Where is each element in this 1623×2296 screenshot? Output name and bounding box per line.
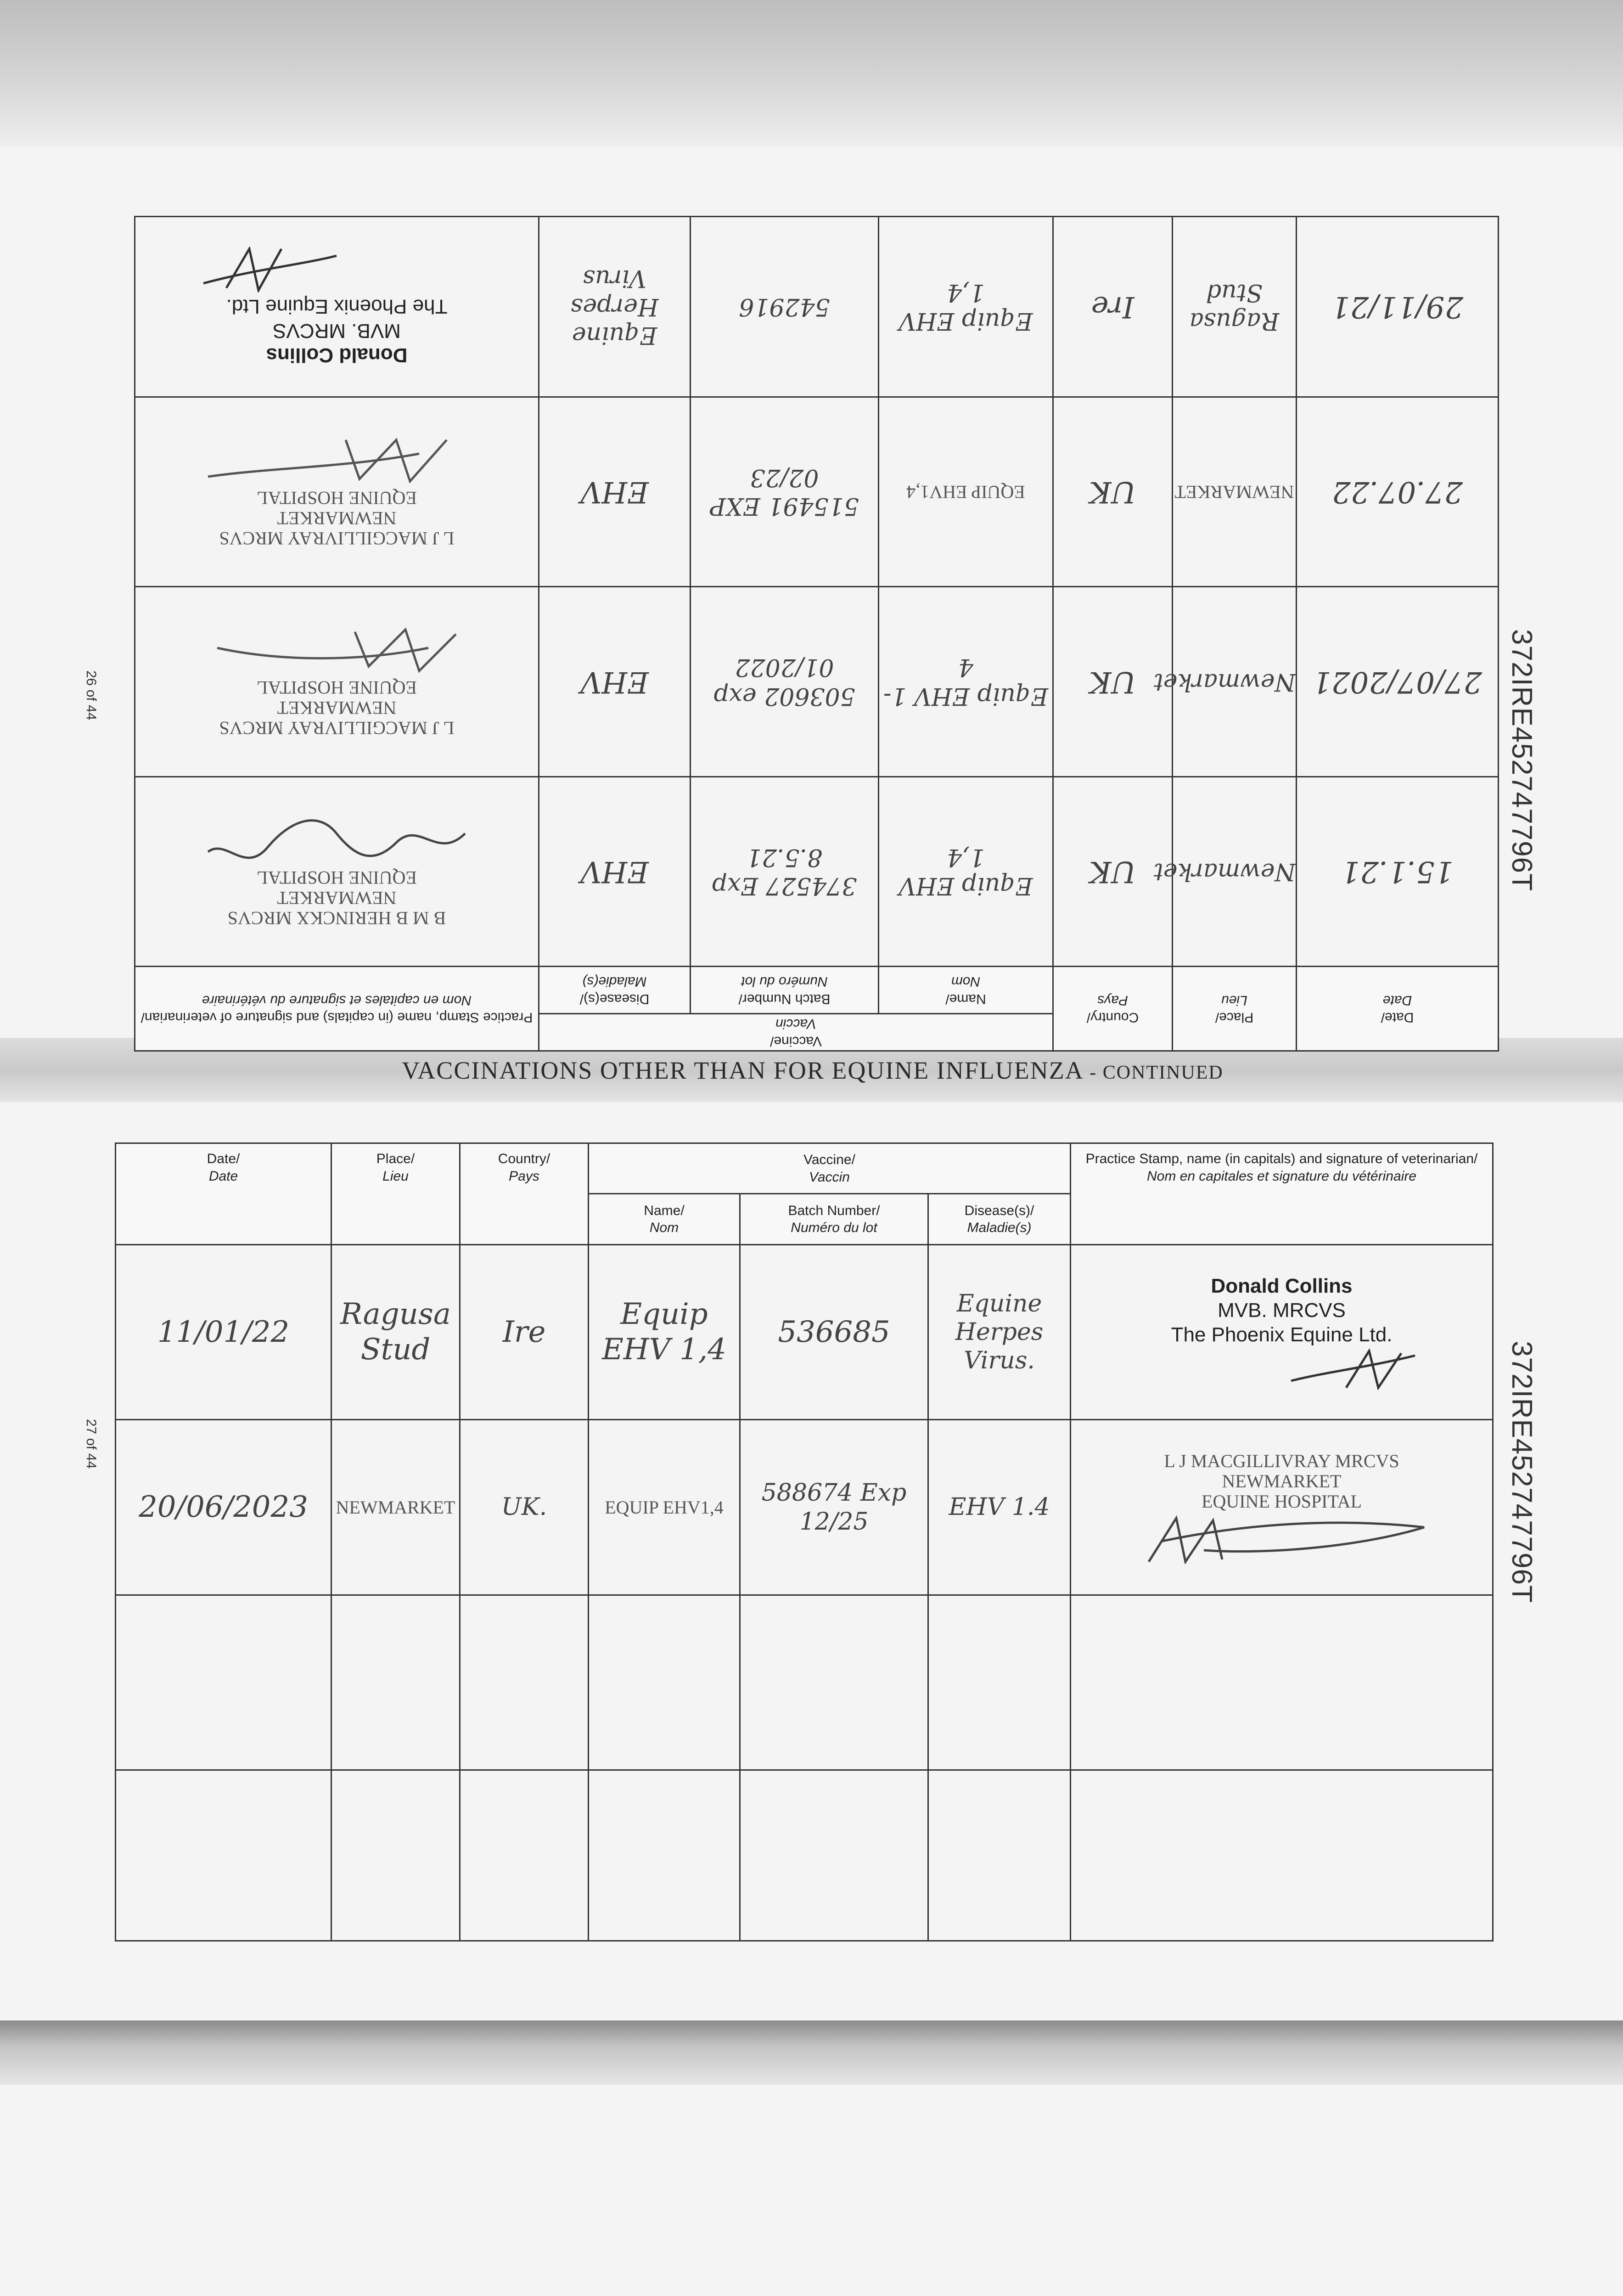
cell-stamp <box>135 777 539 966</box>
signature <box>1135 1514 1429 1564</box>
cell-disease: Equine Herpes Virus. <box>928 1244 1071 1420</box>
cell-date: 27/07/2021 <box>1297 587 1499 777</box>
page-number-upper: 26 of 44 <box>84 670 99 720</box>
cell-stamp <box>1071 1244 1493 1420</box>
stamp-line: MVB. MRCVS <box>1218 1299 1346 1322</box>
cell-country: Ire <box>1053 217 1173 397</box>
cell-batch: 588674 Exp 12/25 <box>740 1420 928 1595</box>
cell-disease: EHV <box>539 777 690 966</box>
stamp-line: EQUINE HOSPITAL <box>257 677 417 698</box>
cell-date: 11/01/22 <box>116 1244 331 1420</box>
cell-place: Ragusa Stud <box>1173 217 1297 397</box>
signature <box>1144 1349 1420 1390</box>
stamp-line: The Phoenix Equine Ltd. <box>1171 1323 1393 1346</box>
signature <box>199 247 474 293</box>
cell-country: UK <box>1053 397 1173 586</box>
table-row <box>135 217 1498 397</box>
cell-vaccine-name: EQUIP EHV1,4 <box>879 397 1053 586</box>
scan-top-shadow <box>0 0 1623 147</box>
section-banner: VACCINATIONS OTHER THAN FOR EQUINE INFLUENZA - CONTINUED <box>402 1057 1224 1084</box>
cell-disease: Equine Herpes Virus <box>539 217 690 397</box>
cell-disease: EHV 1.4 <box>928 1420 1071 1595</box>
stamp-line: L J MACGILLIVRAY MRCVS <box>219 528 455 549</box>
passport-id-upper: 372IRE452747796T <box>1506 629 1538 892</box>
upper-vaccination-table <box>135 216 1499 1052</box>
signature <box>199 435 474 486</box>
stamp-line: EQUINE HOSPITAL <box>257 867 417 888</box>
signature <box>199 815 474 866</box>
cell-batch: 536685 <box>740 1244 928 1420</box>
cell-date: 20/06/2023 <box>116 1420 331 1595</box>
cell-vaccine-name: Equip EHV 1-4 <box>879 587 1053 777</box>
header-name: Name/ Nom <box>879 967 1053 1014</box>
cell-stamp <box>135 397 539 586</box>
header-disease: Disease(s)/ Maladie(s) <box>539 967 690 1014</box>
stamp-line: NEWMARKET <box>277 508 397 529</box>
scan-bottom-shadow <box>0 2020 1623 2085</box>
cell-country: UK <box>1053 777 1173 966</box>
header-country: Country/ Pays <box>1053 967 1173 1051</box>
cell-country: UK <box>1053 587 1173 777</box>
cell-country: Ire <box>460 1244 589 1420</box>
passport-id-lower: 372IRE452747796T <box>1506 1341 1538 1604</box>
header-place: Place/ Lieu <box>331 1143 460 1245</box>
header-batch: Batch Number/ Numéro du lot <box>691 967 879 1014</box>
cell-batch: 515491 EXP 02/23 <box>691 397 879 586</box>
header-vaccine: Vaccine/ Vaccin <box>589 1143 1071 1194</box>
header-disease: Disease(s)/ Maladie(s) <box>928 1194 1071 1244</box>
table-row <box>116 1420 1493 1595</box>
header-country: Country/ Pays <box>460 1143 589 1245</box>
header-date: Date/ Date <box>1297 967 1499 1051</box>
stamp-line: NEWMARKET <box>277 887 397 908</box>
stamp-line: L J MACGILLIVRAY MRCVS <box>1164 1450 1399 1471</box>
header-stamp: Practice Stamp, name (in capitals) and signature of veterinarian/ Nom en capitales et signature du vétérinaire <box>135 967 539 1051</box>
header-date: Date/ Date <box>116 1143 331 1245</box>
cell-place: Ragusa Stud <box>331 1244 460 1420</box>
cell-vaccine-name: Equip EHV 1,4 <box>879 217 1053 397</box>
cell-disease: EHV <box>539 587 690 777</box>
stamp-line: Donald Collins <box>1211 1274 1353 1297</box>
cell-vaccine-name: EQUIP EHV1,4 <box>589 1420 740 1595</box>
stamp-line: B M B HERINCKX MRCVS <box>227 907 446 929</box>
stamp-line: EQUINE HOSPITAL <box>257 488 417 508</box>
cell-place: Newmarket <box>1173 587 1297 777</box>
stamp-line: L J MACGILLIVRAY MRCVS <box>219 718 455 739</box>
stamp-line: MVB. MRCVS <box>273 320 401 343</box>
cell-place: NEWMARKET <box>331 1420 460 1595</box>
page-number-lower: 27 of 44 <box>84 1419 99 1469</box>
cell-vaccine-name: Equip EHV 1,4 <box>589 1244 740 1420</box>
cell-disease: EHV <box>539 397 690 586</box>
table-row <box>135 777 1498 966</box>
header-vaccine: Vaccine/ Vaccin <box>539 1014 1053 1051</box>
header-place: Place/ Lieu <box>1173 967 1297 1051</box>
table-row-empty <box>116 1770 1493 1941</box>
cell-batch: 374527 Exp 8.5.21 <box>691 777 879 966</box>
stamp-line: NEWMARKET <box>277 698 397 719</box>
cell-country: UK. <box>460 1420 589 1595</box>
table-row <box>135 397 1498 586</box>
stamp-line: The Phoenix Equine Ltd. <box>226 295 448 318</box>
cell-date: 27.07.22 <box>1297 397 1499 586</box>
table-row <box>135 587 1498 777</box>
cell-stamp <box>1071 1420 1493 1595</box>
cell-date: 15.1.21 <box>1297 777 1499 966</box>
cell-place: Newmarket <box>1173 777 1297 966</box>
table-row-empty <box>116 1595 1493 1770</box>
cell-stamp <box>135 217 539 397</box>
stamp-line: NEWMARKET <box>1222 1470 1342 1491</box>
cell-batch: 542916 <box>691 217 879 397</box>
lower-vaccination-table <box>115 1142 1492 1941</box>
table-row <box>116 1244 1493 1420</box>
header-name: Name/ Nom <box>589 1194 740 1244</box>
header-stamp: Practice Stamp, name (in capitals) and signature of veterinarian/ Nom en capitales et signature du vétérinaire <box>1071 1143 1493 1245</box>
cell-batch: 503602 exp 01/2022 <box>691 587 879 777</box>
cell-vaccine-name: Equip EHV 1,4 <box>879 777 1053 966</box>
header-batch: Batch Number/ Numéro du lot <box>740 1194 928 1244</box>
stamp-line: Donald Collins <box>266 344 408 367</box>
stamp-line: EQUINE HOSPITAL <box>1202 1491 1362 1512</box>
signature <box>199 625 474 675</box>
cell-place: NEWMARKET <box>1173 397 1297 586</box>
cell-stamp <box>135 587 539 777</box>
cell-date: 29/11/21 <box>1297 217 1499 397</box>
